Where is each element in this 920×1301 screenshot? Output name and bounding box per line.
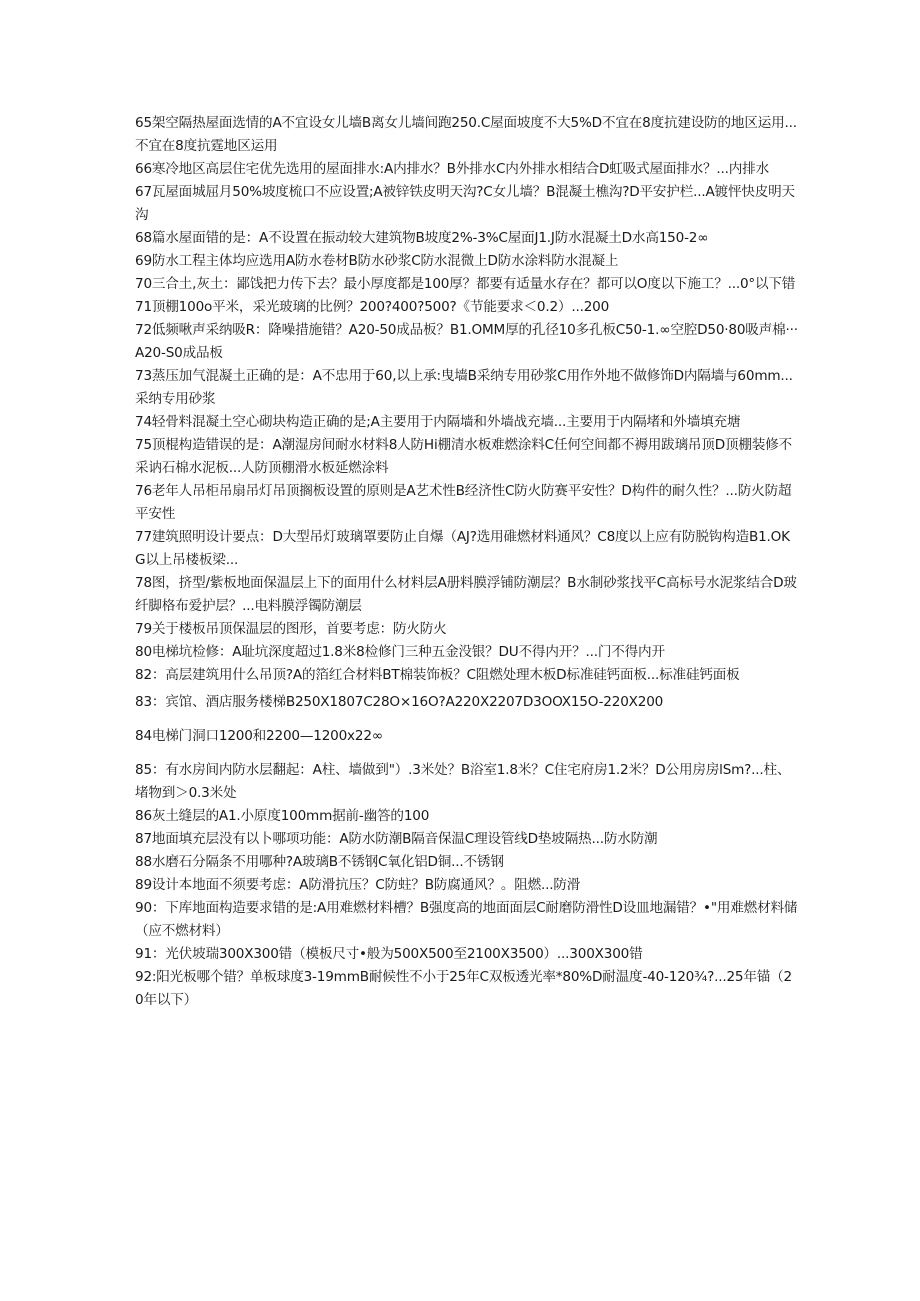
question-79: 79关于楼板吊顶保温层的图形，首要考虑：防火防火 (135, 621, 447, 637)
question-68: 68篇水屋面错的是：A不设置在振动较大建筑物B坡度2%-3%C屋面J1.J防水混凝土D水高150-2∞ (135, 230, 709, 246)
question-72: 72低频啾声采纳吸R：降噪措施错？A20-50成品板？B1.OMM厚的孔径10多孔板C50-1.∞空腔D50·80吸声棉···A20-S0成品板 (135, 322, 798, 361)
question-65: 65架空隔热屋面选情的A不宜设女儿墙B离女儿墙间跑250.C屋面坡度不大5%D不宜在8度抗建设防的地区运用...不宜在8度抗霆地区运用 (135, 115, 797, 154)
question-87: 87地面填充层没有以卜哪项功能：A防水防潮B隔音保温C理设管线D垫坡隔热...防水防潮 (135, 831, 658, 847)
question-73: 73蒸压加气混凝土正确的是：A不忠用于60,以上承:曳墙B采纳专用砂浆C用作外地不做修饰D内隔墙与60mm...采纳专用砂浆 (135, 368, 793, 407)
question-70: 70三合土,灰土：鄙饯把力传下去？最小厚度都是100厚？都要有适量水存在？都可以O度以下施工？...0°以下错 (135, 276, 796, 292)
question-74: 74轻骨料混凝土空心砌块构造正确的是;A主要用于内隔墙和外墙战充墙...主要用于内隔堵和外墙填充塘 (135, 414, 741, 430)
question-83: 83：宾馆、酒店服务楼梯B250X1807C28O×16O?A220X2207D3OOX15O-220X200 (135, 694, 664, 710)
question-80: 80电梯坑检修：A耻坑深度超过1.8米8检修门三种五金没银？DU不得内开？...门不得内开 (135, 644, 665, 660)
question-85: 85：有水房间内防水层翻起：A柱、墙做到"）.3米处？B浴室1.8米？C住宅府房1.2米？D公用房房lSm?...柱、堵物到＞0.3米处 (135, 762, 791, 801)
question-90: 90：下库地面构造要求错的是:A用难燃材料槽？B强度高的地面面层C耐磨防滑性D设皿地漏错？•"用难燃材料储（应不燃材料） (135, 900, 798, 939)
question-92: 92:阳光板哪个错？单板球度3-19mmB耐候性不小于25年C双板透光率*80%D耐温度-40-120¾?...25年锚（20年以下） (135, 969, 792, 1008)
question-84: 84电梯门洞口1200和2200—1200x22∞ (135, 728, 383, 744)
question-89: 89设计本地面不须要考虑：A防滑抗压？C防蛀？B防腐通风？。阻燃...防滑 (135, 877, 581, 893)
question-88: 88水磨石分隔条不用哪种?A玻璃B不锈钢C氧化铝D铜...不锈钢 (135, 854, 504, 870)
question-75: 75顶棍构造错误的是：A潮湿房间耐水材料8人防Hi棚清水板难燃涂料C任何空间都不褥用跋璃吊顶D顶棚装修不采讷石棉水泥板...人防顶棚滑水板延燃涂料 (135, 437, 792, 476)
question-66: 66寒冷地区高层住宅优先选用的屋面排水:A内排水？B外排水C内外排水相结合D虹吸式屋面排水？...内排水 (135, 161, 769, 177)
question-77: 77建筑照明设计要点：D大型吊灯玻璃罩要防止自爆（AJ?选用碓燃材料通风？C8度以上应有防脱钩构造B1.OKG以上吊楼板梁... (135, 529, 790, 568)
question-67: 67瓦屋面城屈月50%坡度梳口不应设置;A被锌铁皮明天沟?C女儿墙？B混凝土樵沟?D平安护栏...A镀怦快皮明天沟 (135, 184, 795, 223)
question-71: 71顶棚100o平米，采光玻璃的比例？200?400?500?《节能要求＜0.2）...200 (135, 299, 610, 315)
question-86: 86灰土缝层的A1.小原度100mm据前-幽答的100 (135, 808, 430, 824)
question-69: 69防水工程主体均应选用A防水卷材B防水砂浆C防水混微上D防水涂料防水混凝上 (135, 253, 619, 269)
document-body (135, 112, 800, 1012)
question-91: 91：光伏坡瑞300X300错（模板尺寸•般为500X500至2100X3500）...300X300错 (135, 946, 643, 962)
question-78: 78图，挤型/紫板地面保温层上下的面用什么材料层A册料膜浮铺防潮层？B水制砂浆找平C高标号水泥浆结合D玻纤脚格布爱护层？...电料膜浮镯防潮层 (135, 575, 797, 614)
question-76: 76老年人吊柜吊扇吊灯吊顶搁板设置的原则是A艺术性B经济性C防火防赛平安性？D构件的耐久性？...防火防超平安性 (135, 483, 792, 522)
question-82: 82：高层建筑用什么吊顶?A的箔红合材料BT棉装饰板？C阻燃处理木板D标准硅钙面板...标准硅钙面板 (135, 667, 740, 683)
